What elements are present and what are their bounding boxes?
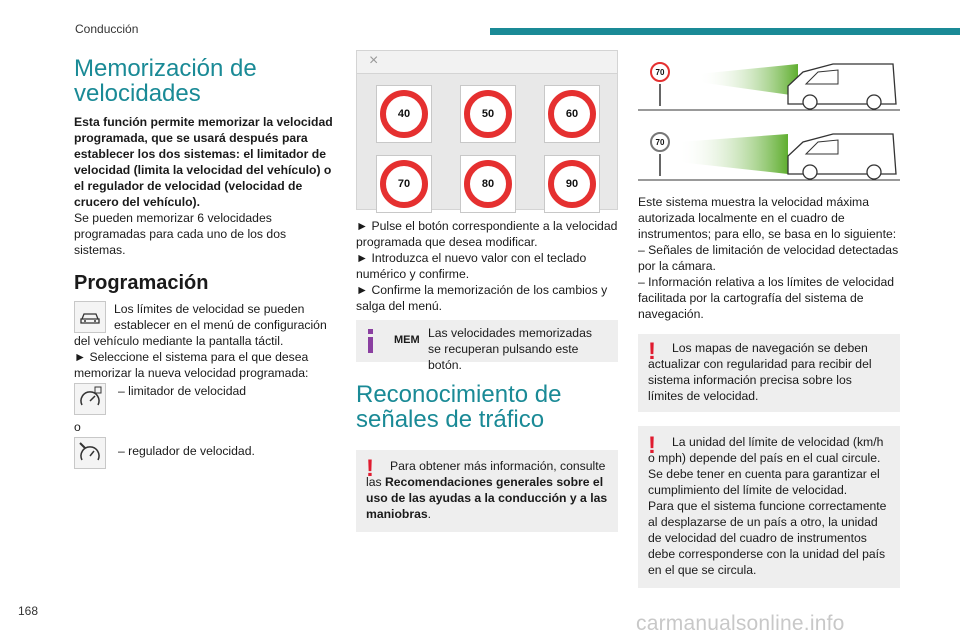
column-speed-screen: [356, 50, 618, 532]
recognition-item-navigation: – Información relativa a los límites de velocidad facilitada por la cartografía del sistema de navegación.: [638, 275, 895, 321]
regulator-label: – regulador de velocidad.: [118, 444, 255, 458]
cruise-control-icon: [74, 437, 106, 469]
speed-sign: 80: [464, 160, 512, 208]
limiter-label: – limitador de velocidad: [118, 384, 247, 398]
limiter-row: [74, 383, 336, 419]
step-1: ► Pulse el botón correspondiente a la velocidad programada que desea modificar.: [356, 219, 618, 249]
mem-note-text: Las velocidades memorizadas se recuperan pulsando este botón.: [428, 326, 592, 372]
warning-icon: !: [648, 338, 656, 365]
header-accent-bar: [490, 28, 960, 35]
speed-button-80[interactable]: [460, 155, 516, 213]
speed-button-70[interactable]: [376, 155, 432, 213]
speed-limiter-icon: [74, 383, 106, 415]
step-3: ► Confirme la memorización de los cambios y salga del menú.: [356, 283, 608, 313]
warning-note-recommendations: [356, 450, 618, 532]
warning-text: [366, 455, 608, 522]
warning-note-maps: [638, 334, 900, 412]
recognition-desc-block: [638, 194, 900, 322]
detected-speed-sign: 70: [650, 62, 670, 82]
speed-button-90[interactable]: [544, 155, 600, 213]
or-label: o: [74, 420, 81, 434]
warning-maps-text: Los mapas de navegación se deben actualizar con regularidad para recibir del sistema información precisa sobre los límites de velocidad.: [648, 341, 872, 403]
page-number: 168: [18, 604, 39, 618]
programming-title: Programación: [74, 272, 209, 294]
navigation-speed-sign: 70: [650, 132, 670, 152]
car-settings-icon: [74, 301, 106, 333]
speed-button-60[interactable]: [544, 85, 600, 143]
recognition-desc: Este sistema muestra la velocidad máxima autorizada localmente en el cuadro de instrumentos; para ello, se basa en lo siguiente:: [638, 195, 897, 241]
warning-icon: !: [648, 432, 656, 459]
speed-sign: 70: [380, 160, 428, 208]
watermark: carmanualsonline.info: [636, 612, 845, 635]
recognition-item-camera: – Señales de limitación de velocidad detectadas por la cámara.: [638, 243, 899, 273]
column-speed-memorization: [74, 56, 336, 473]
warning-units-text-2: Para que el sistema funcione correctamente al desplazarse de un país a otro, la unidad de velocidad del cuadro de instrumentos debe corresponderse con la unidad del país en el que se circula.: [648, 499, 887, 577]
prog-block: [74, 301, 336, 381]
step-select: ► Seleccione el sistema para el que desea memorizar la nueva velocidad programada:: [74, 350, 309, 380]
warning-text-end: .: [427, 507, 432, 521]
section-title-memorization: Memorización de velocidades: [74, 55, 257, 107]
intro-bold: Esta función permite memorizar la velocidad programada, que se usará después para establecer los dos sistemas: el limitador de velocidad (limita la velocidad del vehículo) o el regulador de velocidad (velocidad de crucero del vehículo).: [74, 115, 333, 209]
section-title-recognition: Reconocimiento de señales de tráfico: [356, 381, 562, 433]
speed-grid: [376, 85, 602, 213]
warning-text-bold: Recomendaciones generales sobre el uso de las ayudas a la conducción y a las maniobras: [366, 475, 608, 521]
step-2: ► Introduzca el nuevo valor con el teclado numérico y confirme.: [356, 251, 587, 281]
mem-note: [356, 320, 618, 372]
warning-icon: !: [366, 455, 374, 482]
column-sign-recognition: [638, 56, 900, 588]
panel-topbar: [357, 51, 617, 74]
illustration-navigation: [638, 126, 900, 182]
regulator-row: [74, 437, 336, 473]
intro-text: Se pueden memorizar 6 velocidades programadas para cada uno de los dos sistemas.: [74, 211, 287, 257]
prog-text: Los límites de velocidad se pueden establecer en el menú de configuración del vehículo mediante la pantalla táctil.: [74, 302, 327, 348]
speed-presets-panel: [356, 50, 618, 210]
warning-units-text: La unidad del límite de velocidad (km/h o mph) depende del país en el cual circule. Se debe tener en cuenta para garantizar el cumplimiento del límite de velocidad.: [648, 435, 884, 497]
info-icon: [366, 329, 376, 353]
illustration-camera: [638, 56, 900, 112]
speed-sign: 40: [380, 90, 428, 138]
section-header: Conducción: [75, 22, 139, 36]
speed-button-50[interactable]: [460, 85, 516, 143]
mem-button-label: MEM: [394, 334, 420, 346]
speed-sign: 50: [464, 90, 512, 138]
speed-sign: 60: [548, 90, 596, 138]
speed-button-40[interactable]: [376, 85, 432, 143]
warning-text-a: Para obtener más información, consulte las: [366, 459, 606, 489]
warning-note-units: [638, 426, 900, 588]
speed-sign: 90: [548, 160, 596, 208]
close-icon[interactable]: ×: [369, 52, 379, 69]
steps-block: [356, 218, 618, 314]
